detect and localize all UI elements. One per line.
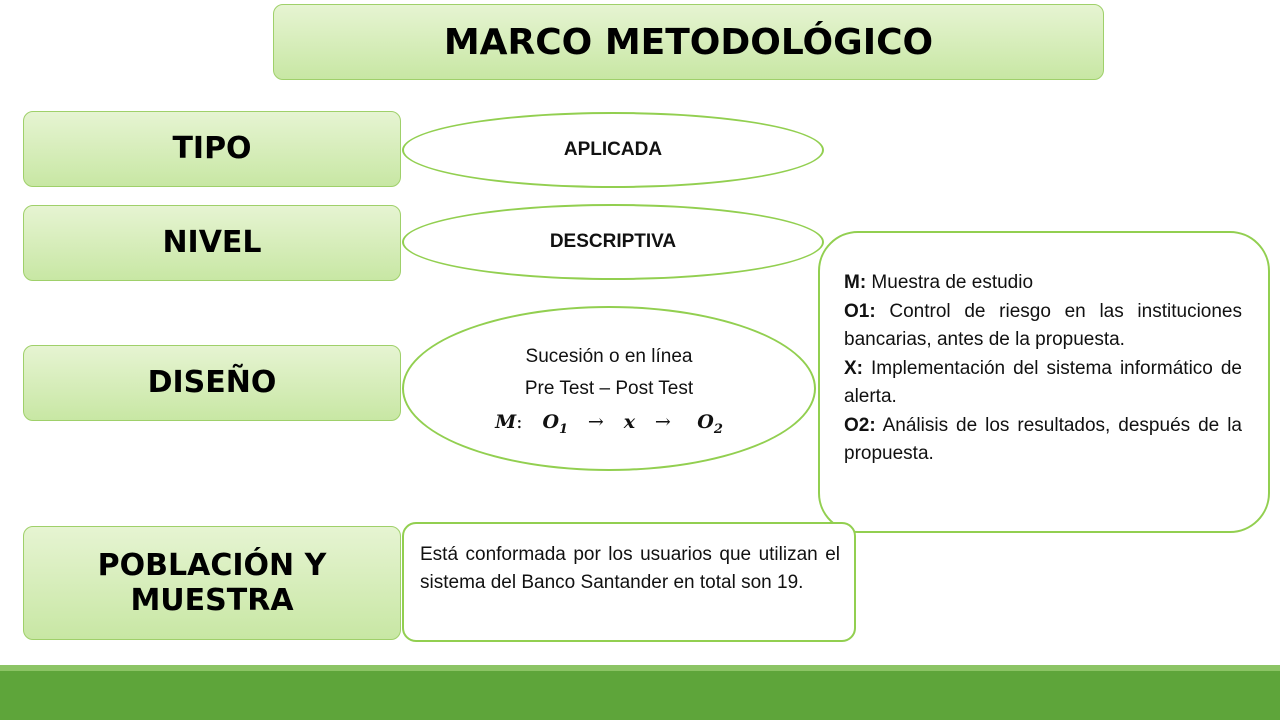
legend-text-o2: Análisis de los resultados, después de la propuesta. xyxy=(844,414,1242,464)
legend-text-m: Muestra de estudio xyxy=(866,272,1034,293)
poblacion-label-line-1: POBLACIÓN Y xyxy=(97,547,327,583)
legend-key-m: M: xyxy=(844,272,867,293)
page-title xyxy=(273,4,1104,80)
legend-text-x: Implementación del sistema informático de alerta. xyxy=(844,357,1242,407)
formula-o1-sub: 1 xyxy=(559,421,569,437)
tipo-label-box xyxy=(23,111,401,187)
diseno-line-2: Pre Test – Post Test xyxy=(524,377,694,399)
poblacion-label-box xyxy=(23,526,401,640)
diseno-value-ellipse xyxy=(402,306,816,471)
formula-m: M xyxy=(495,410,517,433)
nivel-value: DESCRIPTIVA xyxy=(549,231,677,252)
legend-item-o2 xyxy=(844,412,1242,469)
tipo-value: APLICADA xyxy=(563,139,663,160)
legend-item-m xyxy=(844,269,1242,298)
legend-item-x xyxy=(844,355,1242,412)
nivel-value-ellipse xyxy=(402,204,824,280)
footer-band xyxy=(0,665,1280,720)
legend-text-o1: Control de riesgo en las instituciones bancarias, antes de la propuesta. xyxy=(844,300,1242,350)
legend-key-o2: O2: xyxy=(844,414,876,436)
diseno-label: DISEÑO xyxy=(147,365,277,401)
formula-arrow-1: → xyxy=(587,410,604,433)
formula-o2-base: O xyxy=(697,410,714,433)
formula-o1 xyxy=(542,410,569,437)
poblacion-label-line-2: MUESTRA xyxy=(130,583,294,618)
design-legend-panel xyxy=(818,231,1270,533)
formula-o1-base: O xyxy=(542,410,559,433)
formula-arrow-2: → xyxy=(654,410,671,433)
nivel-label: NIVEL xyxy=(162,225,262,261)
formula-x: x xyxy=(623,410,636,433)
diseno-label-box xyxy=(23,345,401,421)
poblacion-label xyxy=(98,548,327,619)
legend-key-x: X: xyxy=(844,357,863,379)
poblacion-text-panel xyxy=(402,522,856,642)
tipo-value-ellipse xyxy=(402,112,824,188)
nivel-label-box xyxy=(23,205,401,281)
diseno-line-1: Sucesión o en línea xyxy=(525,345,693,367)
poblacion-text: Está conformada por los usuarios que utilizan el sistema del Banco Santander en total son 19. xyxy=(420,544,840,593)
legend-item-o1 xyxy=(844,298,1242,355)
page-title-text: MARCO METODOLÓGICO xyxy=(443,21,934,63)
formula-o2 xyxy=(697,410,723,437)
tipo-label: TIPO xyxy=(172,131,252,167)
legend-key-o1: O1: xyxy=(844,300,876,322)
formula-o2-sub: 2 xyxy=(713,421,723,437)
formula-colon: : xyxy=(516,410,523,433)
design-formula xyxy=(495,411,723,437)
